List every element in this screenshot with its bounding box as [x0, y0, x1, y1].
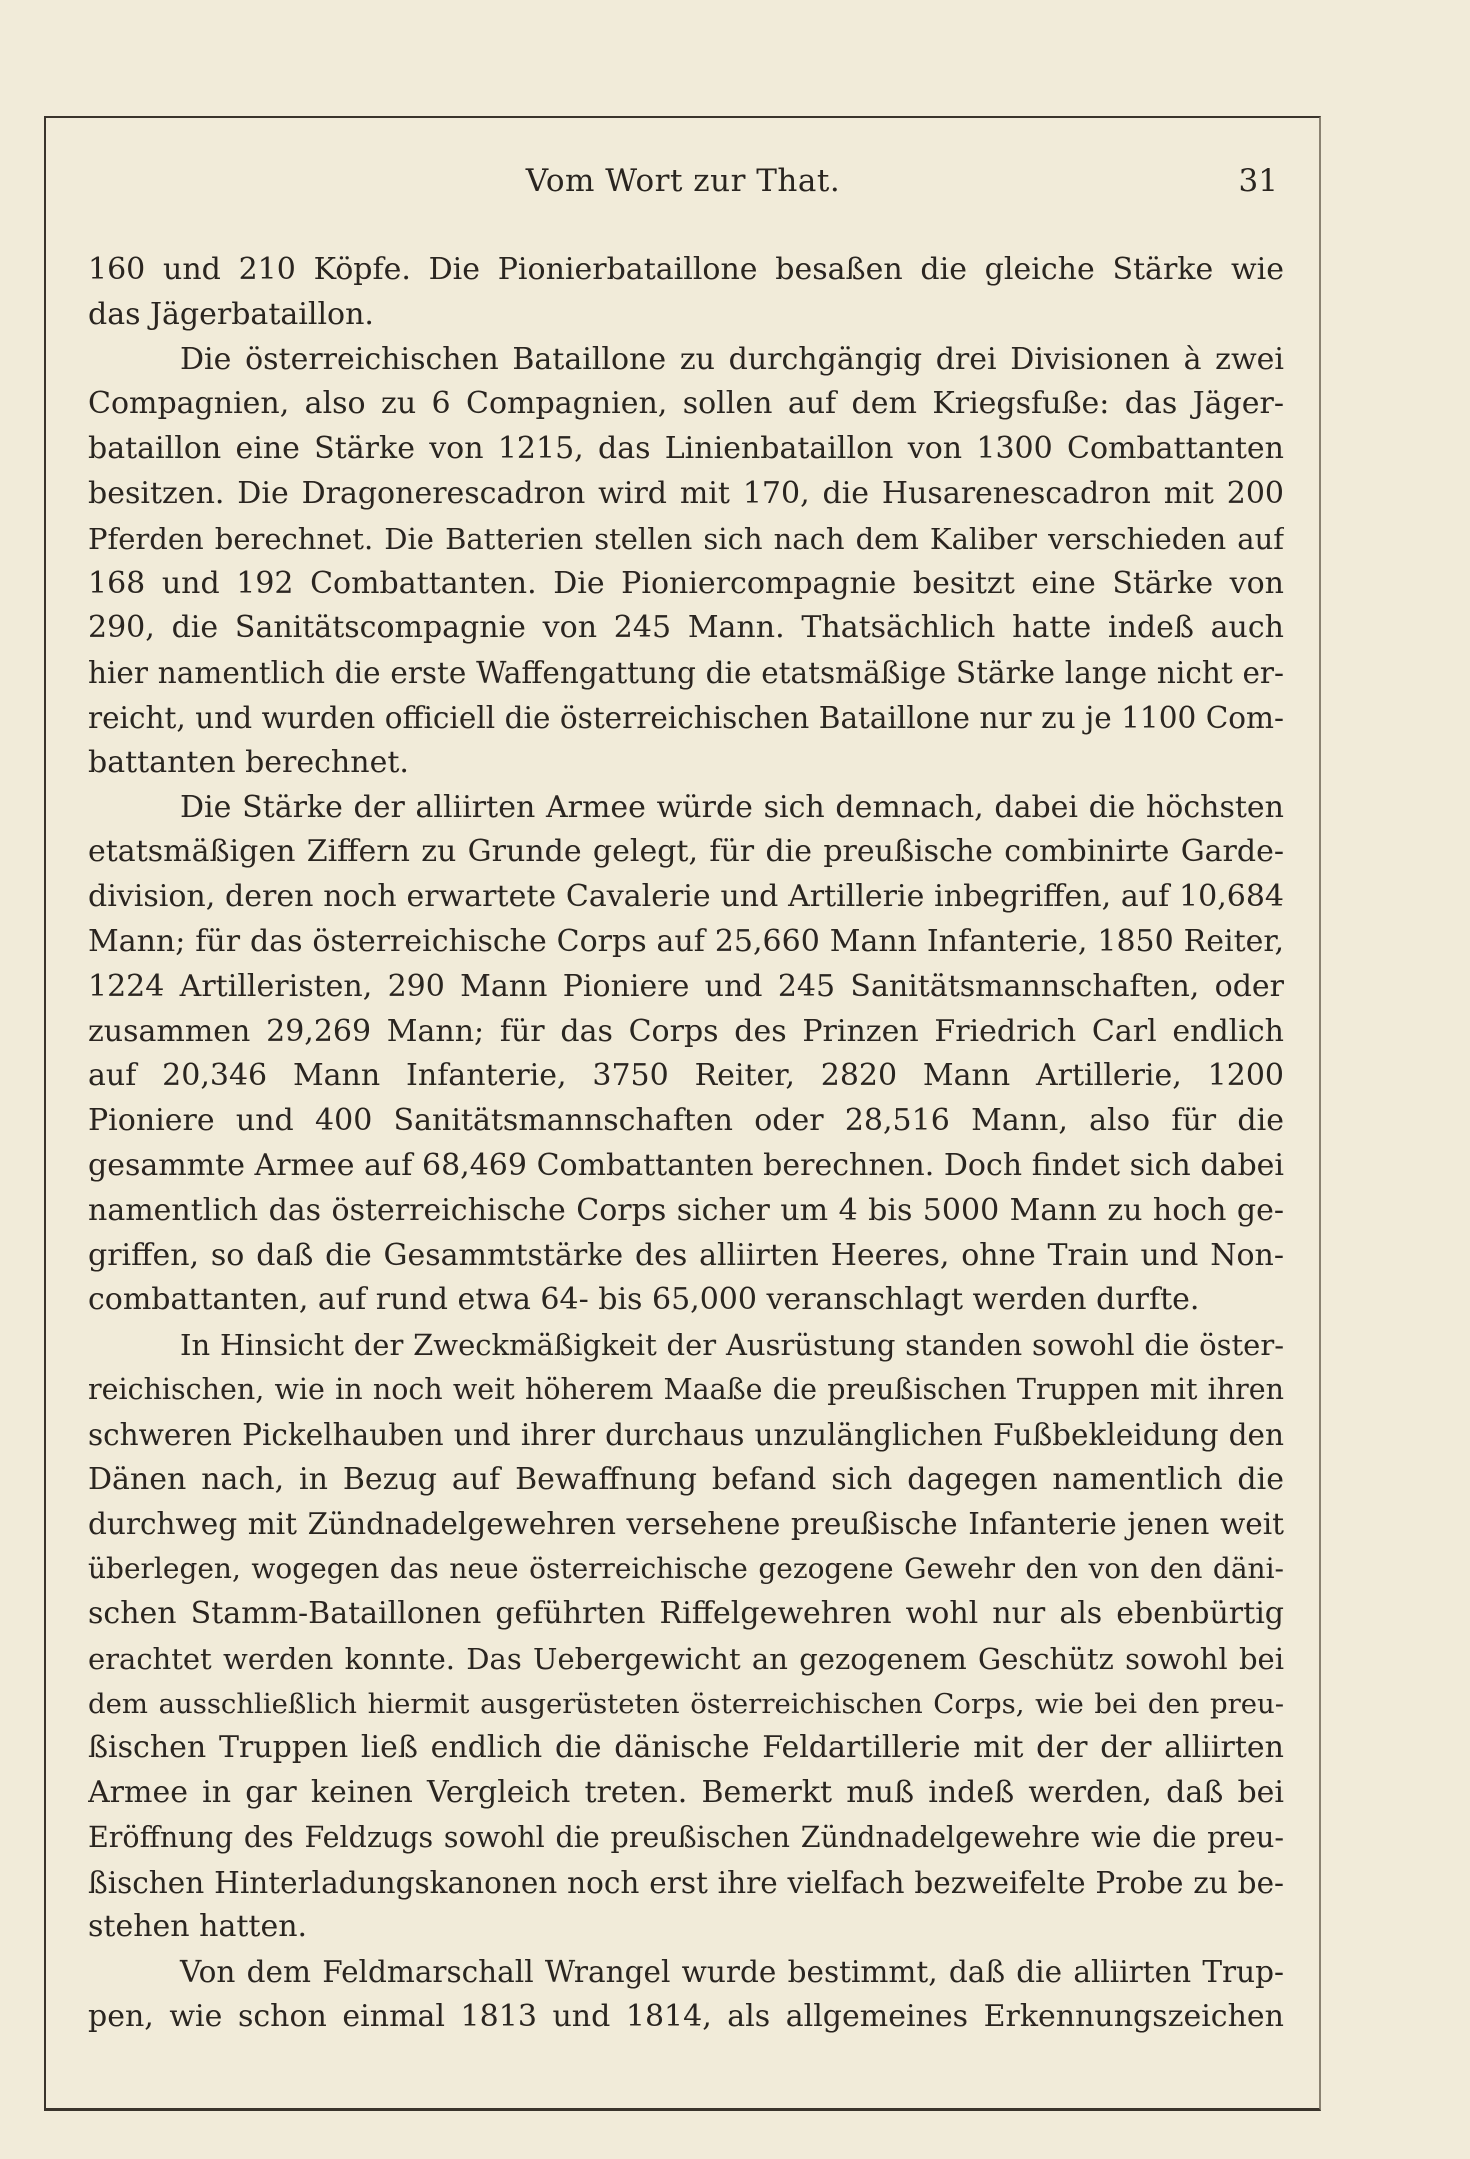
text-line: gesammte Armee auf 68,469 Combattanten berechnen. Doch findet sich dabei [88, 1147, 1284, 1183]
running-title: Vom Wort zur That. [525, 163, 841, 199]
text-line: bataillon eine Stärke von 1215, das Linienbataillon von 1300 Combattanten [88, 431, 1284, 467]
text-line: dem ausschließlich hiermit ausgerüsteten österreichischen Corps, wie bei den preu- [88, 1687, 1284, 1720]
body-text [88, 248, 1284, 2040]
text-line: Eröffnung des Feldzugs sowohl die preußischen Zündnadelgewehre wie die preu- [88, 1820, 1284, 1854]
text-line: das Jägerbataillon. [88, 296, 374, 332]
text-line: Dänen nach, in Bezug auf Bewaffnung befand sich dagegen namentlich die [88, 1461, 1284, 1497]
text-line: reichischen, wie in noch weit höherem Maaße die preußischen Truppen mit ihren [88, 1372, 1284, 1406]
text-line: Mann; für das österreichische Corps auf 25,660 Mann Infanterie, 1850 Reiter, [88, 923, 1284, 959]
text-line: reicht, und wurden officiell die österreichischen Bataillone nur zu je 1100 Com- [88, 700, 1284, 735]
text-line: schweren Pickelhauben und ihrer durchaus unzulänglichen Fußbekleidung den [88, 1417, 1284, 1452]
text-line: Die Stärke der alliirten Armee würde sich demnach, dabei die höchsten [180, 789, 1284, 825]
text-line: namentlich das österreichische Corps sicher um 4 bis 5000 Mann zu hoch ge- [88, 1192, 1284, 1228]
text-line: schen Stamm-Bataillonen geführten Riffelgewehren wohl nur als ebenbürtig [88, 1595, 1284, 1631]
text-line: division, deren noch erwartete Cavalerie und Artillerie inbegriffen, auf 10,684 [88, 879, 1284, 915]
text-line: zusammen 29,269 Mann; für das Corps des Prinzen Friedrich Carl endlich [88, 1013, 1284, 1049]
text-line: ßischen Hinterladungskanonen noch erst ihre vielfach bezweifelte Probe zu be- [88, 1865, 1284, 1900]
text-line: durchweg mit Zündnadelgewehren versehene preußische Infanterie jenen weit [88, 1507, 1284, 1542]
text-line: ßischen Truppen ließ endlich die dänische Feldartillerie mit der der alliirten [88, 1730, 1284, 1766]
text-line: besitzen. Die Dragonerescadron wird mit 170, die Husarenescadron mit 200 [88, 475, 1284, 511]
text-line: 1224 Artilleristen, 290 Mann Pioniere und 245 Sanitätsmannschaften, oder [88, 968, 1284, 1004]
running-header [88, 163, 1278, 203]
text-line: erachtet werden konnte. Das Uebergewicht an gezogenem Geschütz sowohl bei [88, 1641, 1284, 1676]
text-line: pen, wie schon einmal 1813 und 1814, als allgemeines Erkennungszeichen [88, 1999, 1284, 2035]
text-line: Armee in gar keinen Vergleich treten. Bemerkt muß indeß werden, daß bei [88, 1775, 1284, 1811]
text-line: battanten berechnet. [88, 744, 409, 780]
page-number: 31 [1238, 163, 1278, 199]
text-line: griffen, so daß die Gesammtstärke des alliirten Heeres, ohne Train und Non- [88, 1237, 1284, 1273]
text-line: 168 und 192 Combattanten. Die Pioniercompagnie besitzt eine Stärke von [88, 565, 1284, 601]
text-line: 160 und 210 Köpfe. Die Pionierbataillone besaßen die gleiche Stärke wie [88, 252, 1284, 287]
text-line: etatsmäßigen Ziffern zu Grunde gelegt, für die preußische combinirte Garde- [88, 834, 1284, 870]
text-line: 290, die Sanitätscompagnie von 245 Mann. Thatsächlich hatte indeß auch [88, 610, 1284, 646]
text-line: Von dem Feldmarschall Wrangel wurde bestimmt, daß die alliirten Trup- [180, 1955, 1284, 1990]
text-line: auf 20,346 Mann Infanterie, 3750 Reiter, 2820 Mann Artillerie, 1200 [88, 1058, 1284, 1094]
text-line: überlegen, wogegen das neue österreichische gezogene Gewehr den von den däni- [88, 1552, 1284, 1586]
text-line: Die österreichischen Bataillone zu durchgängig drei Divisionen à zwei [180, 341, 1284, 377]
text-line: stehen hatten. [88, 1909, 308, 1945]
text-line: In Hinsicht der Zweckmäßigkeit der Ausrüstung standen sowohl die öster- [180, 1328, 1284, 1363]
text-line: Pferden berechnet. Die Batterien stellen sich nach dem Kaliber verschieden auf [88, 521, 1284, 556]
text-line: Compagnien, also zu 6 Compagnien, sollen auf dem Kriegsfuße: das Jäger- [88, 386, 1284, 422]
text-line: combattanten, auf rund etwa 64- bis 65,000 veranschlagt werden durfte. [88, 1282, 1200, 1318]
text-line: Pioniere und 400 Sanitätsmannschaften oder 28,516 Mann, also für die [88, 1103, 1284, 1139]
text-line: hier namentlich die erste Waffengattung die etatsmäßige Stärke lange nicht er- [88, 656, 1284, 691]
